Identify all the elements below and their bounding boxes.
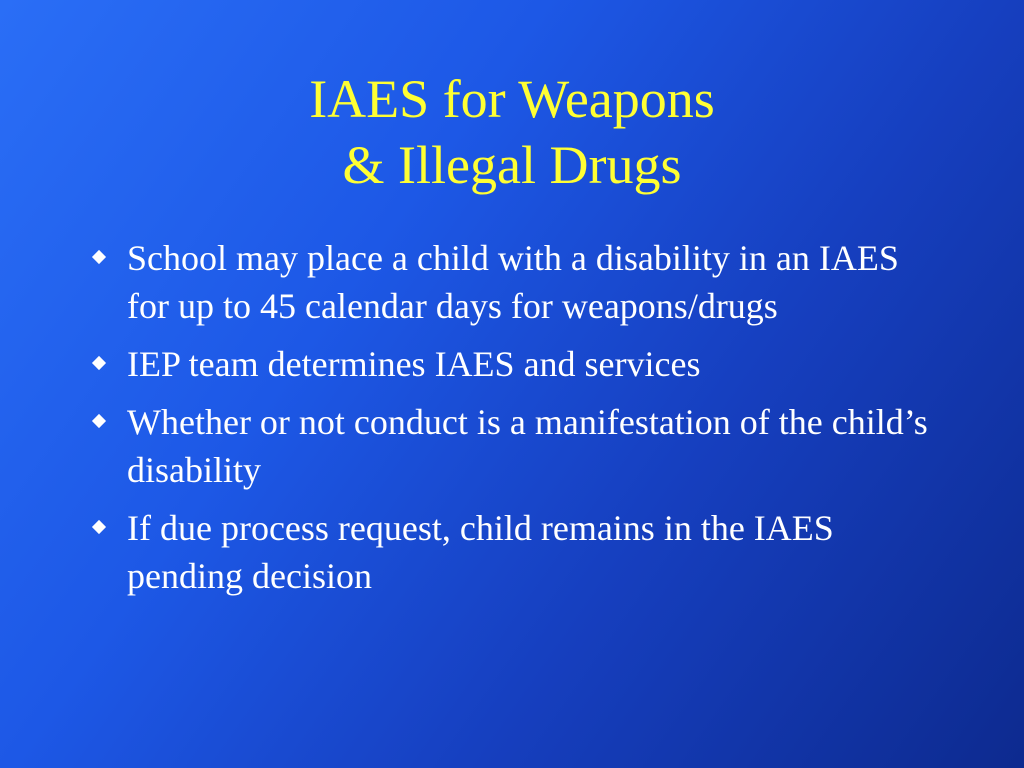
- bullet-item: [90, 398, 940, 494]
- diamond-bullet-icon: [92, 414, 106, 428]
- diamond-bullet-icon: [92, 250, 106, 264]
- diamond-bullet-icon: [92, 356, 106, 370]
- bullet-text: IEP team determines IAES and services: [127, 344, 701, 384]
- bullet-text: School may place a child with a disability in an IAES for up to 45 calendar days for weapons/drugs: [127, 238, 899, 326]
- title-line-2: & Illegal Drugs: [342, 135, 682, 195]
- slide-title: [0, 66, 1024, 198]
- bullet-text: Whether or not conduct is a manifestation of the child’s disability: [127, 402, 928, 490]
- title-line-1: IAES for Weapons: [309, 69, 715, 129]
- bullet-item: [90, 234, 940, 330]
- bullet-item: [90, 340, 940, 388]
- bullet-text: If due process request, child remains in the IAES pending decision: [127, 508, 834, 596]
- diamond-bullet-icon: [92, 520, 106, 534]
- bullet-list: [90, 234, 940, 610]
- bullet-item: [90, 504, 940, 600]
